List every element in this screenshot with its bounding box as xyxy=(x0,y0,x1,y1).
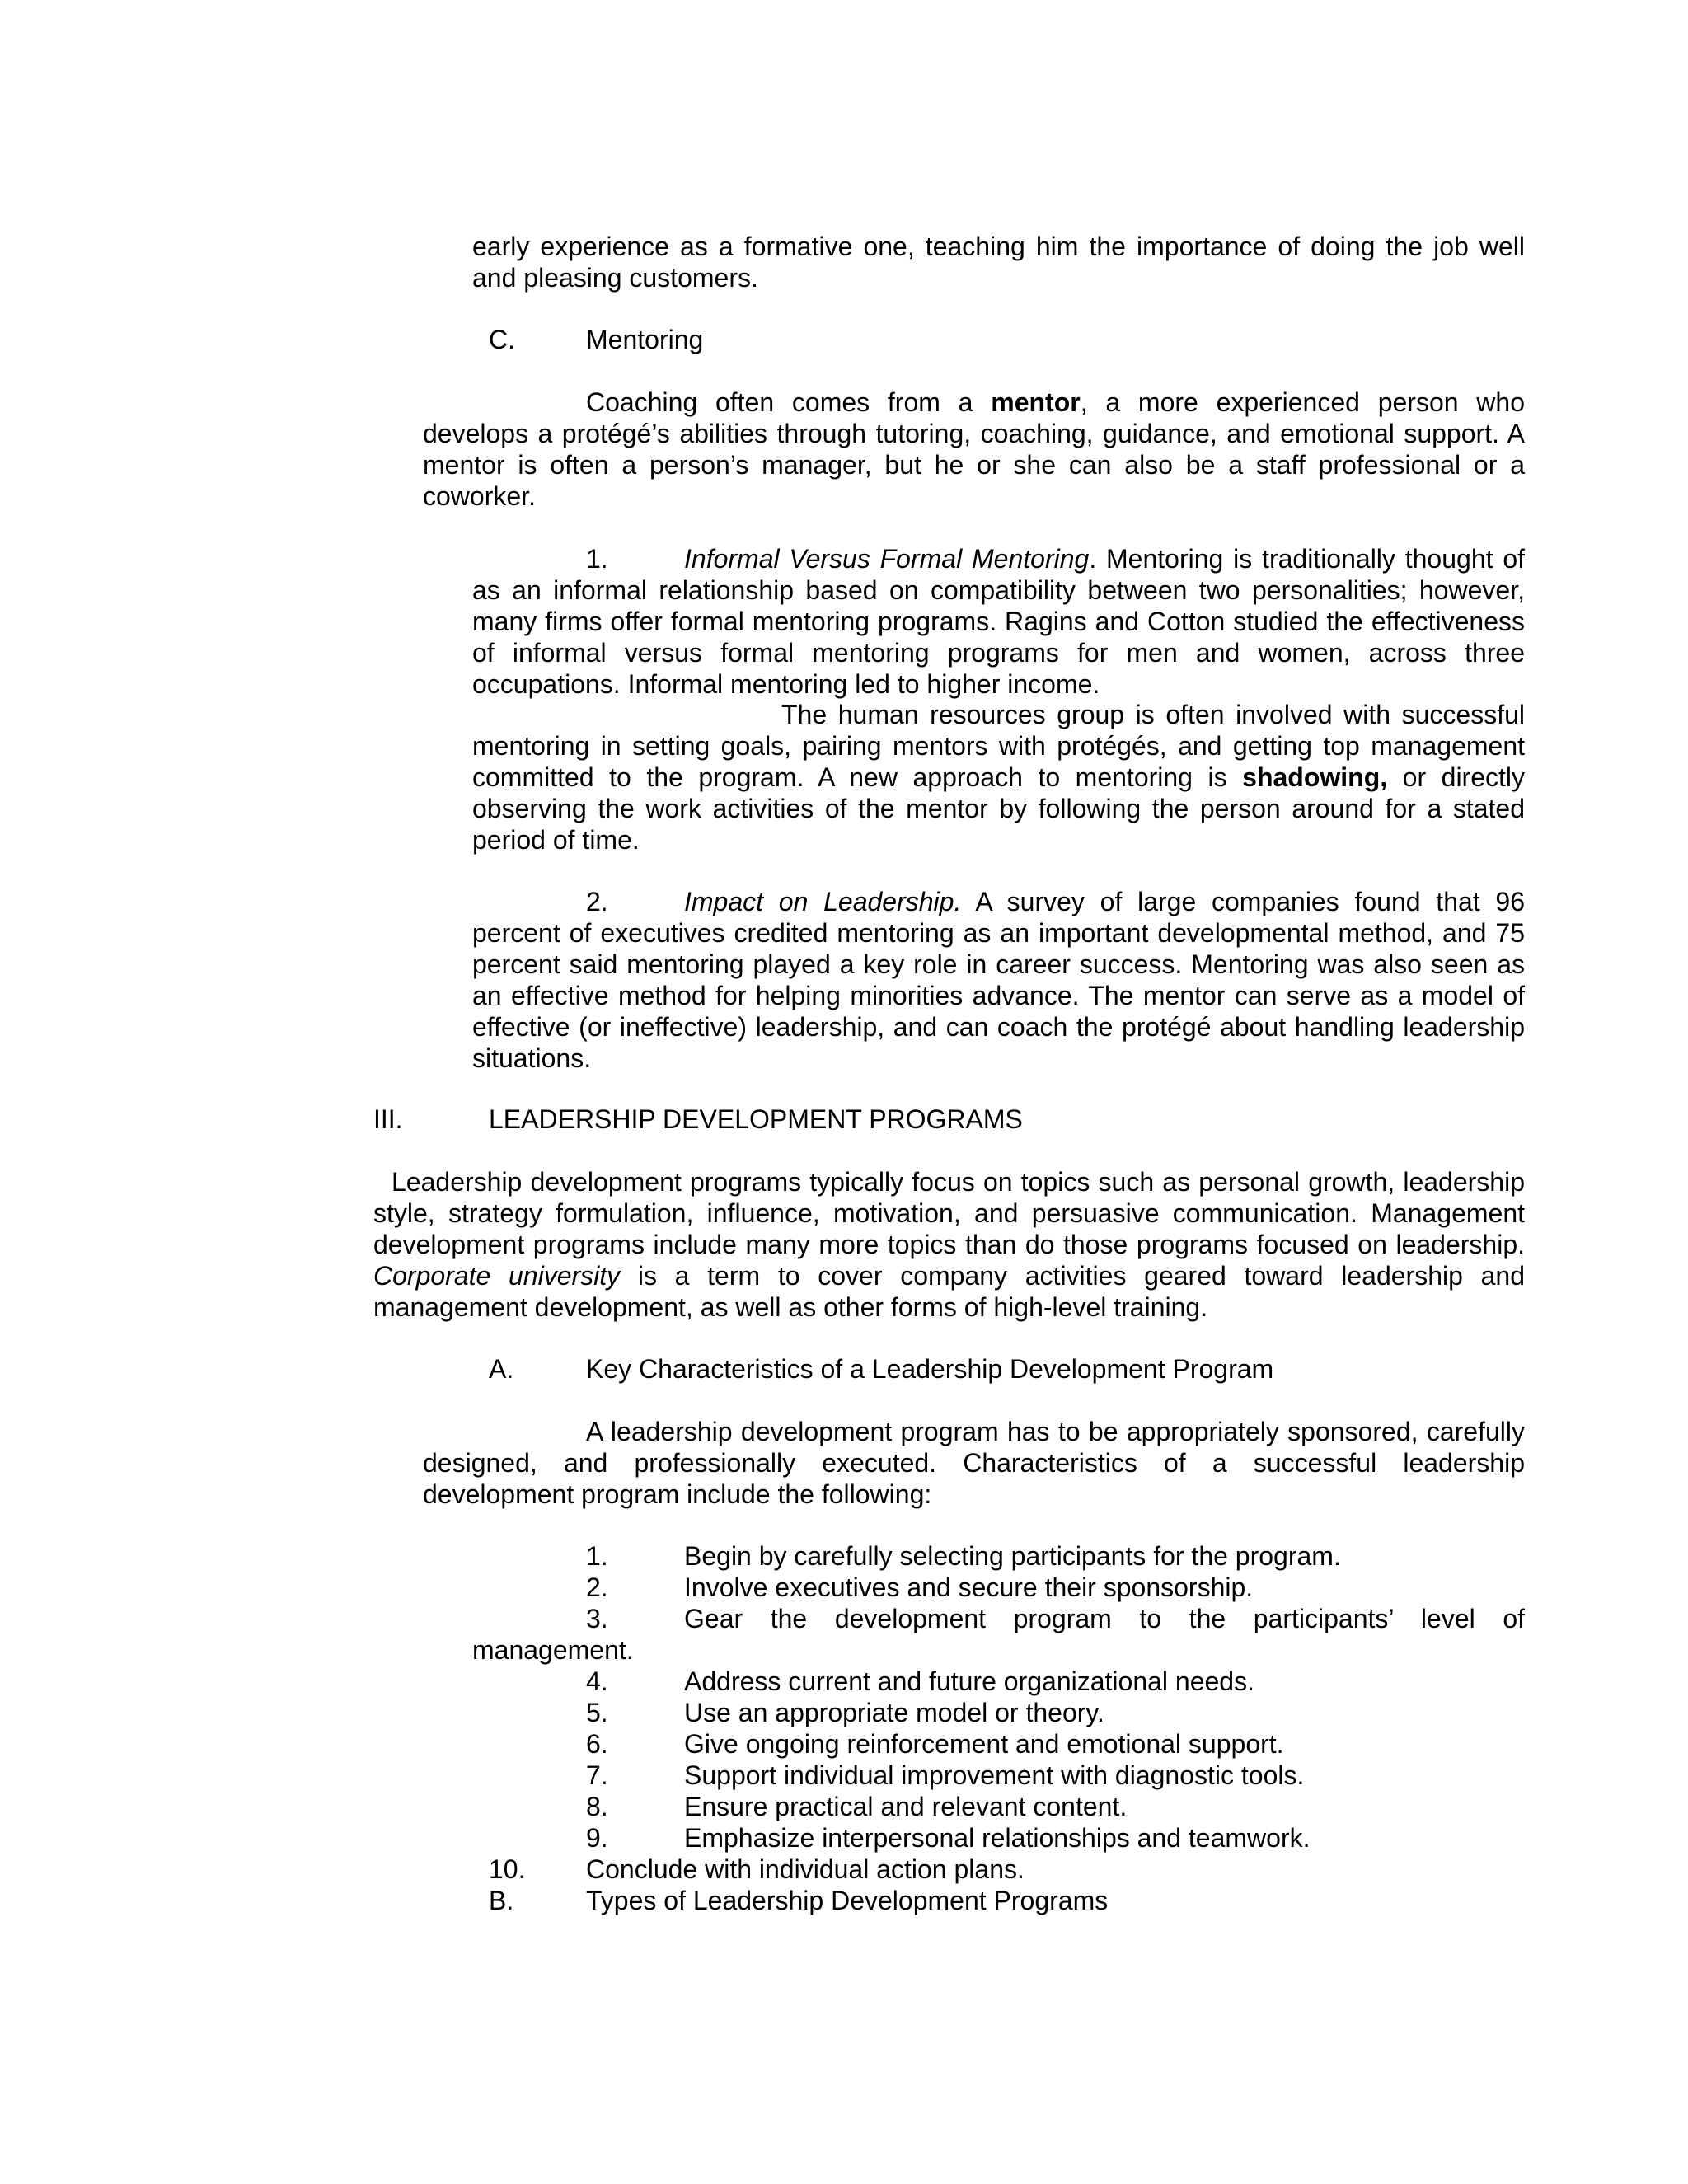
list-item-number: 8. xyxy=(586,1792,608,1821)
mentor-term: mentor xyxy=(991,387,1081,417)
list-item-number: 10. xyxy=(489,1854,526,1884)
list-item: Address current and future organizational needs. xyxy=(684,1666,1254,1696)
section-iii-title: LEADERSHIP DEVELOPMENT PROGRAMS xyxy=(489,1104,1023,1134)
list-item-number: 4. xyxy=(586,1666,608,1696)
section-c-letter: C. xyxy=(489,325,515,354)
ldp-text-2: is a term to cover company activities geared toward leadership and management development, as well as other forms of high-level training. xyxy=(373,1261,1526,1322)
list-item: Use an appropriate model or theory. xyxy=(684,1698,1104,1727)
item-1-continuation xyxy=(472,699,1525,855)
list-item-number: 7. xyxy=(586,1760,608,1790)
item-1-paragraph xyxy=(472,543,1525,700)
list-item: Ensure practical and relevant content. xyxy=(684,1792,1128,1821)
section-iii-numeral: III. xyxy=(373,1104,403,1134)
key-characteristics-paragraph: A leadership development program has to be appropriately sponsored, carefully designed, and professionally executed. Characteristics of a successful leadership development program include the following: xyxy=(423,1417,1525,1509)
item-1-cont-text-2: or directly observing the work activities of the mentor by following the person around for a stated period of time. xyxy=(472,762,1526,855)
list-item: Support individual improvement with diagnostic tools. xyxy=(684,1760,1305,1790)
shadowing-term: shadowing, xyxy=(1242,762,1388,792)
section-b-title: Types of Leadership Development Programs xyxy=(586,1886,1109,1915)
list-item: Gear the development program to the participants’ level of xyxy=(684,1604,1525,1633)
ldp-text-1: Leadership development programs typically focus on topics such as personal growth, leadership style, strategy formulation, influence, motivation, and persuasive communication. Management development programs include many more topics than do those programs focused on leadership. xyxy=(373,1167,1525,1259)
section-a-title: Key Characteristics of a Leadership Development Program xyxy=(586,1354,1274,1384)
list-item: Begin by carefully selecting participants for the program. xyxy=(684,1541,1341,1571)
list-item: Conclude with individual action plans. xyxy=(586,1854,1025,1884)
list-item: Involve executives and secure their sponsorship. xyxy=(684,1572,1254,1602)
item-1-cont-text-1: The human resources group is often involved with successful mentoring in setting goals, pairing mentors with protégés, and getting top management committed to the program. A new approach to mentoring is xyxy=(472,700,1525,792)
corporate-university-term: Corporate university xyxy=(373,1261,621,1291)
list-item-number: 1. xyxy=(586,1541,608,1571)
section-c-title: Mentoring xyxy=(586,325,704,354)
item-2-number: 2. xyxy=(586,887,608,916)
item-1-number: 1. xyxy=(586,544,608,574)
list-item-number: 2. xyxy=(586,1572,608,1602)
mentor-text-1: Coaching often comes from a xyxy=(586,387,992,417)
list-item-continuation: management. xyxy=(472,1635,634,1665)
section-a-letter: A. xyxy=(489,1354,514,1384)
list-item-number: 3. xyxy=(586,1604,608,1633)
mentor-text-2: , a more experienced person who develops a protégé’s abilities through tutoring, coaching, guidance, and emotional support. A mentor is often a person’s manager, but he or she can also be a staff professional or a coworker. xyxy=(423,387,1526,511)
item-1-title: Informal Versus Formal Mentoring xyxy=(684,544,1090,574)
item-2-text: A survey of large companies found that 96 percent of executives credited mentoring as an important developmental method, and 75 percent said mentoring played a key role in career success. Mentoring was also seen as an effective method for helping minorities advance. The mentor can serve as a model of effective (or ineffective) leadership, and can coach the protégé about handling leadership situations. xyxy=(472,887,1526,1073)
item-1-text: . Mentoring is traditionally thought of as an informal relationship based on compatibility between two personalities; however, many firms offer formal mentoring programs. Ragins and Cotton studied the effectiveness of informal versus formal mentoring programs for men and women, across three occupations. Informal mentoring led to higher income. xyxy=(472,544,1526,699)
section-b-letter: B. xyxy=(489,1886,514,1915)
ldp-paragraph xyxy=(373,1166,1525,1323)
item-2-title: Impact on Leadership. xyxy=(684,887,962,916)
list-item: Give ongoing reinforcement and emotional support. xyxy=(684,1729,1284,1759)
intro-paragraph: early experience as a formative one, teaching him the importance of doing the job well and pleasing customers. xyxy=(472,232,1525,293)
list-item-number: 6. xyxy=(586,1729,608,1759)
item-2-paragraph xyxy=(472,886,1525,1074)
list-item-number: 9. xyxy=(586,1823,608,1853)
mentor-paragraph xyxy=(423,387,1525,512)
list-item-number: 5. xyxy=(586,1698,608,1727)
list-item: Emphasize interpersonal relationships and teamwork. xyxy=(684,1823,1311,1853)
